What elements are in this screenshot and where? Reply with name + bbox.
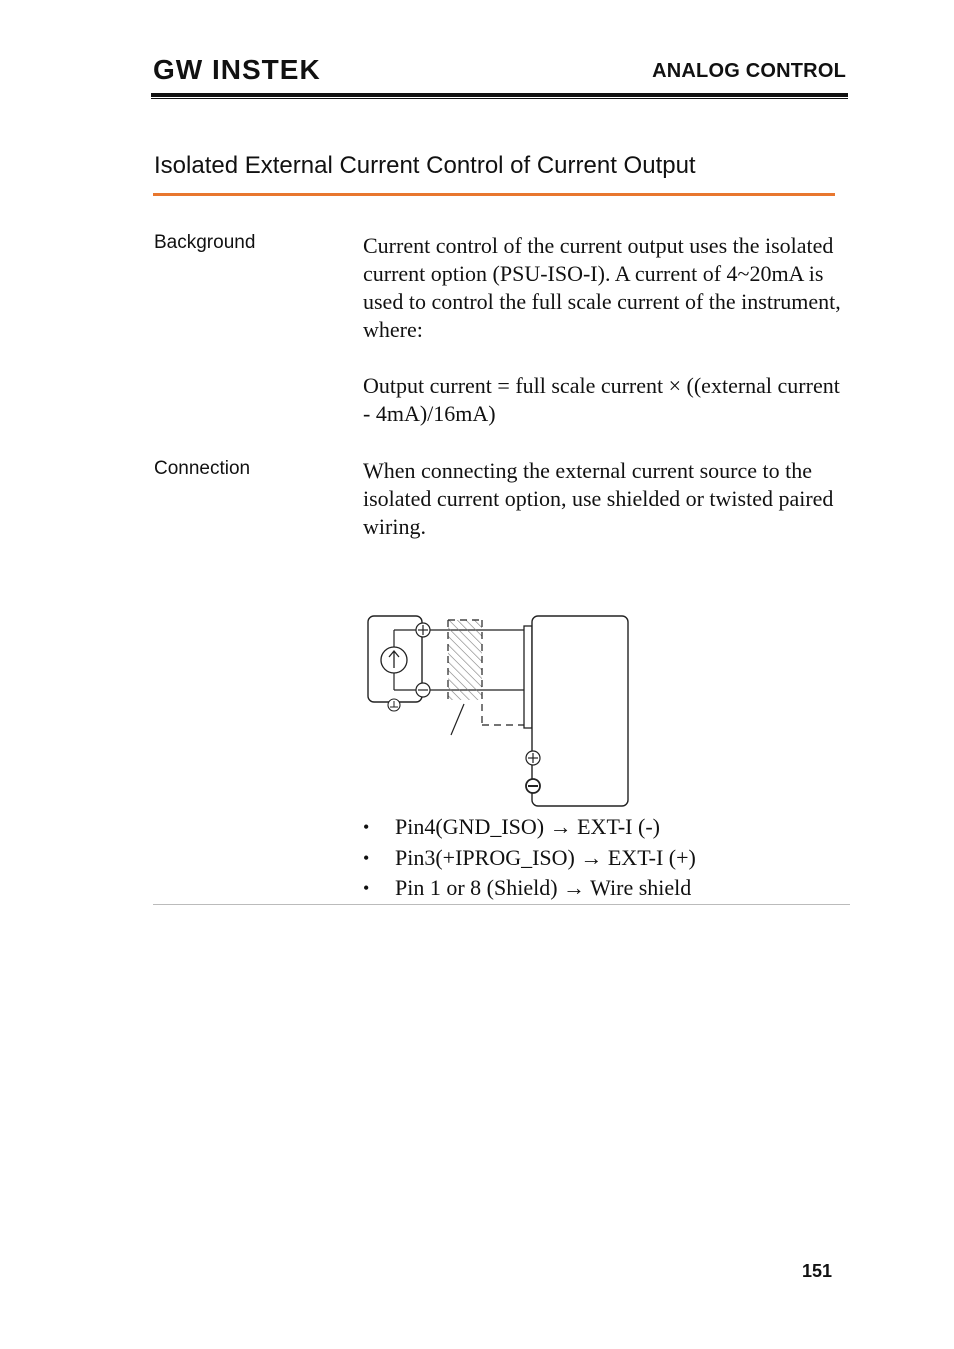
background-label: Background	[154, 232, 256, 253]
output-plus-terminal-icon	[526, 751, 540, 765]
wiring-diagram	[360, 608, 635, 813]
output-minus-terminal-icon	[526, 779, 540, 793]
formula-text: Output current = full scale current × ((external current - 4mA)/16mA)	[363, 373, 840, 426]
background-text: Current control of the current output uses the isolated current option (PSU-ISO-I). A current of 4~20mA is used to control the full scale current of the instrument, where:	[363, 233, 841, 342]
wire-shield	[448, 620, 524, 725]
section-title: ANALOG CONTROL	[652, 60, 846, 82]
connection-text: When connecting the external current source to the isolated current option, use shielded or twisted paired wiring.	[363, 458, 834, 539]
current-source-icon	[381, 647, 407, 673]
page-number: 151	[801, 1261, 832, 1281]
page-heading: Isolated External Current Control of Current Output	[154, 152, 696, 179]
section-divider	[153, 904, 850, 905]
ground-icon	[388, 699, 400, 711]
gw-instek-logo	[153, 55, 323, 83]
header-rule-thin	[151, 98, 848, 99]
heading-underline	[153, 193, 835, 196]
svg-text:GW INSTEK: GW INSTEK	[153, 55, 321, 83]
header-rule	[151, 93, 848, 97]
connection-label: Connection	[154, 458, 251, 479]
instrument-box	[524, 616, 628, 806]
source-minus-terminal-icon	[416, 683, 430, 697]
list-item: • Pin 1 or 8 (Shield) → Wire shield	[363, 873, 696, 904]
source-plus-terminal-icon	[416, 623, 430, 637]
list-item: • Pin3(+IPROG_ISO) → EXT-I (+)	[363, 843, 696, 874]
shield-pointer	[451, 704, 464, 735]
pin-list	[363, 812, 696, 904]
list-item: • Pin4(GND_ISO) → EXT-I (-)	[363, 812, 696, 843]
